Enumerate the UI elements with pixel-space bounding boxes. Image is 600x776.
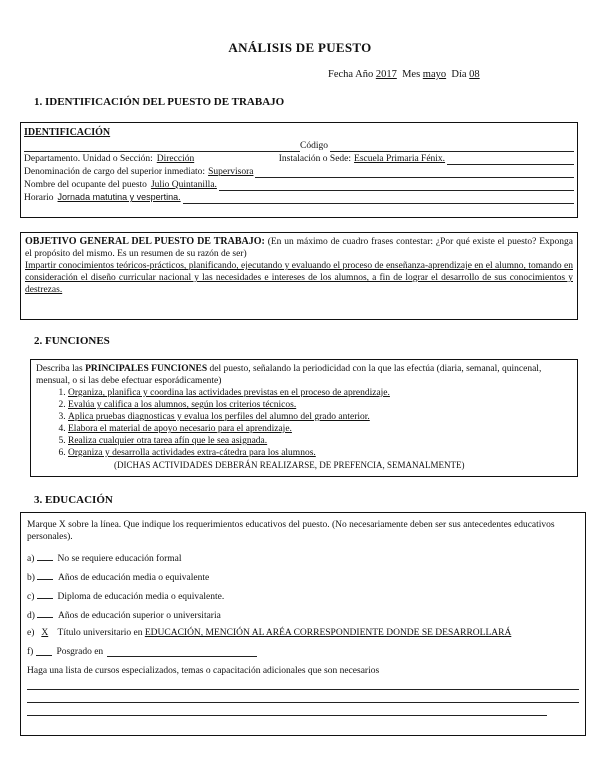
posgrado-field[interactable] <box>107 646 257 657</box>
funcion-item <box>68 399 572 411</box>
funcion-text[interactable]: Evalúa y califica a los alumnos, según los criterios técnicos. <box>68 400 297 410</box>
funcion-item <box>68 447 572 459</box>
funcion-text[interactable]: Organiza, planifica y coordina las actividades previstas en el proceso de aprendizaje. <box>68 388 390 398</box>
section3-heading: 3. EDUCACIÓN <box>34 494 113 506</box>
horario-value[interactable]: Jornada matutina y vespertina. <box>57 192 181 203</box>
funcion-item <box>68 411 572 423</box>
funcion-item <box>68 435 572 447</box>
fecha-dia-value[interactable]: 08 <box>469 69 480 80</box>
edu-option-b <box>27 570 579 589</box>
edu-letter: a) <box>27 554 35 564</box>
edu-text: No se requiere educación formal <box>57 554 182 564</box>
cursos-line-2[interactable] <box>27 692 579 703</box>
instalacion-label: Instalación o Sede: <box>278 153 352 164</box>
ocupante-label: Nombre del ocupante del puesto <box>24 179 147 190</box>
identification-box <box>20 122 578 218</box>
edu-option-f <box>27 646 579 665</box>
edu-option-a <box>27 551 579 570</box>
edu-letter: d) <box>27 611 35 621</box>
edu-checkbox[interactable] <box>37 551 53 561</box>
funciones-box <box>30 359 578 477</box>
cursos-line-1[interactable] <box>27 679 579 690</box>
funcion-item <box>68 387 572 399</box>
funciones-list <box>36 387 572 459</box>
identification-title: IDENTIFICACIÓN <box>24 127 111 138</box>
codigo-label: Código <box>300 140 328 151</box>
page-title: ANÁLISIS DE PUESTO <box>228 40 372 55</box>
funcion-text[interactable]: Realiza cualquier otra tarea afín que le sea asignada. <box>68 436 268 446</box>
cursos-line-3[interactable] <box>27 705 547 716</box>
objetivo-text[interactable]: Impartir conocimientos teóricos-prácticos, planificando, ejecutando y evaluando el proceso de enseñanza-aprendizaje en el alumno, tomando en consideración el diseño curricular nacional y las necesidades e intereses de los alumnos, a fin de lograr el desarrollo de sus conocimientos y destrezas. <box>25 261 573 295</box>
departamento-value[interactable]: Dirección <box>156 153 195 164</box>
superior-fill <box>255 167 574 178</box>
edu-letter: e) <box>27 628 35 638</box>
edu-option-e <box>27 627 579 646</box>
departamento-line <box>24 152 574 165</box>
funcion-item <box>68 423 572 435</box>
fecha-mes-label: Mes <box>402 69 421 80</box>
superior-label: Denominación de cargo del superior inmediato: <box>24 166 206 177</box>
instalacion-fill <box>447 154 574 165</box>
codigo-line <box>24 139 574 152</box>
edu-letter: c) <box>27 592 35 602</box>
section2-heading: 2. FUNCIONES <box>34 335 110 347</box>
superior-line <box>24 165 574 178</box>
objetivo-header <box>25 236 573 260</box>
edu-option-d <box>27 608 579 627</box>
edu-titulo-value[interactable]: EDUCACIÓN, MENCIÓN AL ARÉA CORRESPONDIENTE DONDE SE DESARROLLARÁ <box>144 628 512 638</box>
educacion-intro: Marque X sobre la línea. Que indique los requerimientos educativos del puesto. (No necesariamente deben ser sus antecedentes educativos personales). <box>27 520 555 542</box>
funciones-note: (DICHAS ACTIVIDADES DEBERÁN REALIZARSE, DE PREFENCIA, SEMANALMENTE) <box>114 460 465 470</box>
edu-letter: b) <box>27 573 35 583</box>
fecha-line <box>328 69 480 80</box>
superior-value[interactable]: Supervisora <box>208 166 254 177</box>
edu-checkbox[interactable] <box>36 646 52 656</box>
horario-line <box>24 191 574 204</box>
edu-checkbox[interactable] <box>37 608 53 618</box>
educacion-box <box>20 512 586 736</box>
departamento-label: Departamento. Unidad o Sección: <box>24 153 153 164</box>
edu-text: Posgrado en <box>56 647 104 657</box>
funciones-intro-bold: PRINCIPALES FUNCIONES <box>85 364 208 374</box>
edu-letter: f) <box>27 647 34 657</box>
objetivo-instructions: (En un máximo de cuadro frases contestar: ¿Por qué existe el puesto? Exponga el propósito del mismo. Es un resumen de su razón de ser) <box>25 237 573 259</box>
horario-fill <box>183 193 574 204</box>
fecha-anio-label: Fecha Año <box>328 69 374 80</box>
codigo-blank-left[interactable] <box>24 141 300 152</box>
edu-checkbox[interactable] <box>37 570 53 580</box>
edu-text: Años de educación media o equivalente <box>58 573 210 583</box>
objetivo-title: OBJETIVO GENERAL DEL PUESTO DE TRABAJO: <box>25 236 265 247</box>
fecha-dia-label: Día <box>451 69 467 80</box>
section1-heading: 1. IDENTIFICACIÓN DEL PUESTO DE TRABAJO <box>34 96 285 108</box>
ocupante-value[interactable]: Julio Quintanilla. <box>150 179 217 190</box>
edu-checkbox[interactable] <box>37 589 53 599</box>
ocupante-fill <box>219 180 574 191</box>
edu-checkbox-marked[interactable]: X <box>41 628 49 638</box>
instalacion-value[interactable]: Escuela Primaria Fénix. <box>354 153 446 164</box>
funciones-intro-a: Describa las <box>36 364 83 374</box>
funciones-intro <box>36 363 572 387</box>
cursos-label: Haga una lista de cursos especializados, temas o capacitación adicionales que son necesarios <box>27 666 380 676</box>
funcion-text[interactable]: Elabora el material de apoyo necesario para el aprendizaje. <box>68 424 292 434</box>
codigo-field[interactable] <box>330 141 574 152</box>
ocupante-line <box>24 178 574 191</box>
edu-option-c <box>27 589 579 608</box>
fecha-mes-value[interactable]: mayo <box>422 69 447 80</box>
edu-text: Diploma de educación media o equivalente. <box>57 592 225 602</box>
funciones-intro-b: del puesto, señalando la periodicidad con la que las efectúa (diaria, semanal, quincenal, mensual, o si las debe efectuar esporádicamente) <box>36 364 542 386</box>
fecha-anio-value[interactable]: 2017 <box>375 69 397 80</box>
funcion-text[interactable]: Aplica pruebas diagnosticas y evalua los perfiles del alumno del grado anterior. <box>68 412 370 422</box>
edu-text: Título universitario en <box>57 628 143 638</box>
funcion-text[interactable]: Organiza y desarrolla actividades extra-cátedra para los alumnos. <box>68 448 316 458</box>
edu-text: Años de educación superior o universitaria <box>58 611 221 621</box>
horario-label: Horario <box>24 192 54 203</box>
objetivo-box <box>20 232 578 320</box>
